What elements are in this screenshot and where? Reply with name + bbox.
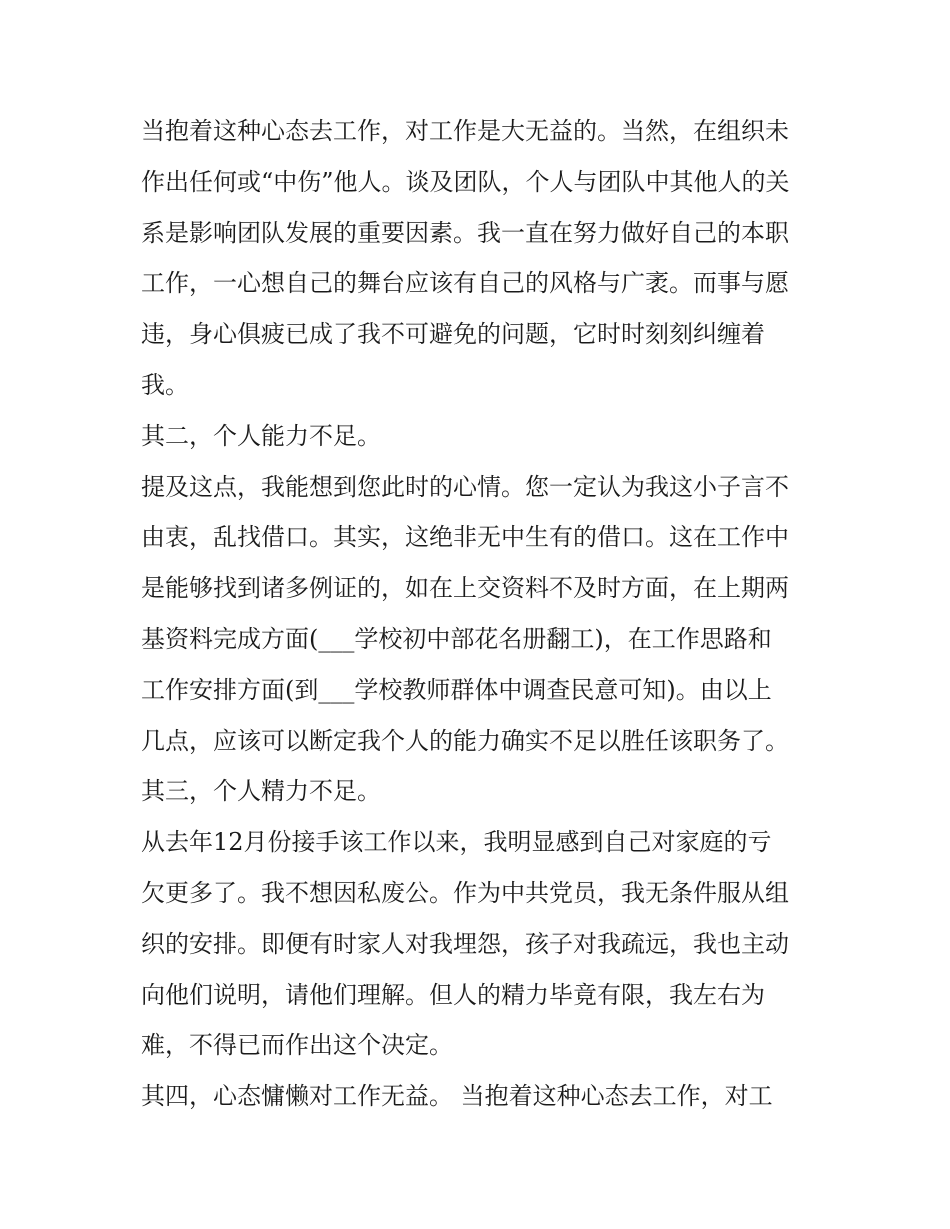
text-line: 当抱着这种心态去工作，对工作是大无益的。当然，在组织未 bbox=[141, 117, 789, 145]
text-line: 几点，应该可以断定我个人的能力确实不足以胜任该职务了。 bbox=[141, 726, 789, 755]
text-line: 系是影响团队发展的重要因素。我一直在努力做好自己的本职 bbox=[141, 218, 789, 247]
section-heading: 其三，个人精力不足。 bbox=[141, 777, 381, 806]
text-line: 从去年12月份接手该工作以来，我明显感到自己对家庭的亏 bbox=[141, 828, 772, 857]
text-line: 我。 bbox=[141, 370, 189, 399]
text-line: 是能够找到诸多例证的，如在上交资料不及时方面，在上期两 bbox=[141, 574, 789, 603]
text-line: 提及这点，我能想到您此时的心情。您一定认为我这小子言不 bbox=[141, 472, 789, 501]
text-line: 作出任何或“中伤”他人。谈及团队，个人与团队中其他人的关 bbox=[141, 167, 790, 196]
section-heading: 其四，心态慵懒对工作无益。 当抱着这种心态去工作，对工 bbox=[141, 1082, 773, 1111]
text-line: 由衷，乱找借口。其实，这绝非无中生有的借口。这在工作中 bbox=[141, 523, 789, 552]
text-line: 工作，一心想自己的舞台应该有自己的风格与广袤。而事与愿 bbox=[141, 269, 789, 298]
section-heading: 其二，个人能力不足。 bbox=[141, 421, 381, 450]
text-line: 违，身心俱疲已成了我不可避免的问题，它时时刻刻纠缠着 bbox=[141, 320, 765, 349]
text-line: 基资料完成方面(___学校初中部花名册翻工)，在工作思路和 bbox=[141, 624, 772, 653]
text-line: 欠更多了。我不想因私废公。作为中共党员，我无条件服从组 bbox=[141, 878, 789, 907]
text-line: 难，不得已而作出这个决定。 bbox=[141, 1031, 453, 1060]
text-line: 向他们说明，请他们理解。但人的精力毕竟有限，我左右为 bbox=[141, 980, 765, 1009]
text-line: 工作安排方面(到___学校教师群体中调查民意可知)。由以上 bbox=[141, 675, 772, 704]
document-body bbox=[141, 106, 821, 1122]
text-line: 织的安排。即便有时家人对我埋怨，孩子对我疏远，我也主动 bbox=[141, 929, 789, 958]
